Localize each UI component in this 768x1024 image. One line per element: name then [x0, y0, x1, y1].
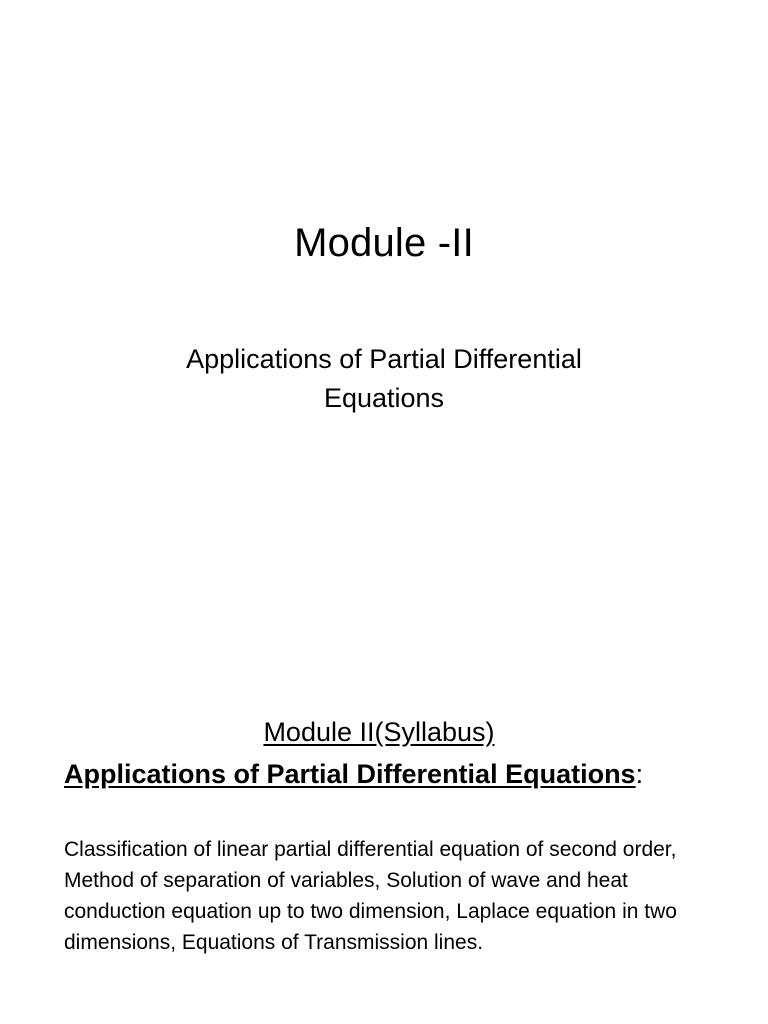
syllabus-heading-text: Module II(Syllabus) [263, 717, 495, 747]
syllabus-topic-colon: : [635, 759, 644, 789]
syllabus-topic-text: Applications of Partial Differential Equations [64, 759, 636, 789]
module-title: Module -II [294, 221, 474, 265]
syllabus-heading [0, 714, 758, 750]
syllabus-topic [64, 755, 744, 793]
module-subtitle: Applications of Partial Differential Equations [186, 344, 582, 413]
syllabus-body: Classification of linear partial differential equation of second order, Method of separation of variables, Solution of wave and heat conduction equation up to two dimension, Laplace equation in two dimensions, Equations of Transmission lines. [64, 838, 677, 954]
